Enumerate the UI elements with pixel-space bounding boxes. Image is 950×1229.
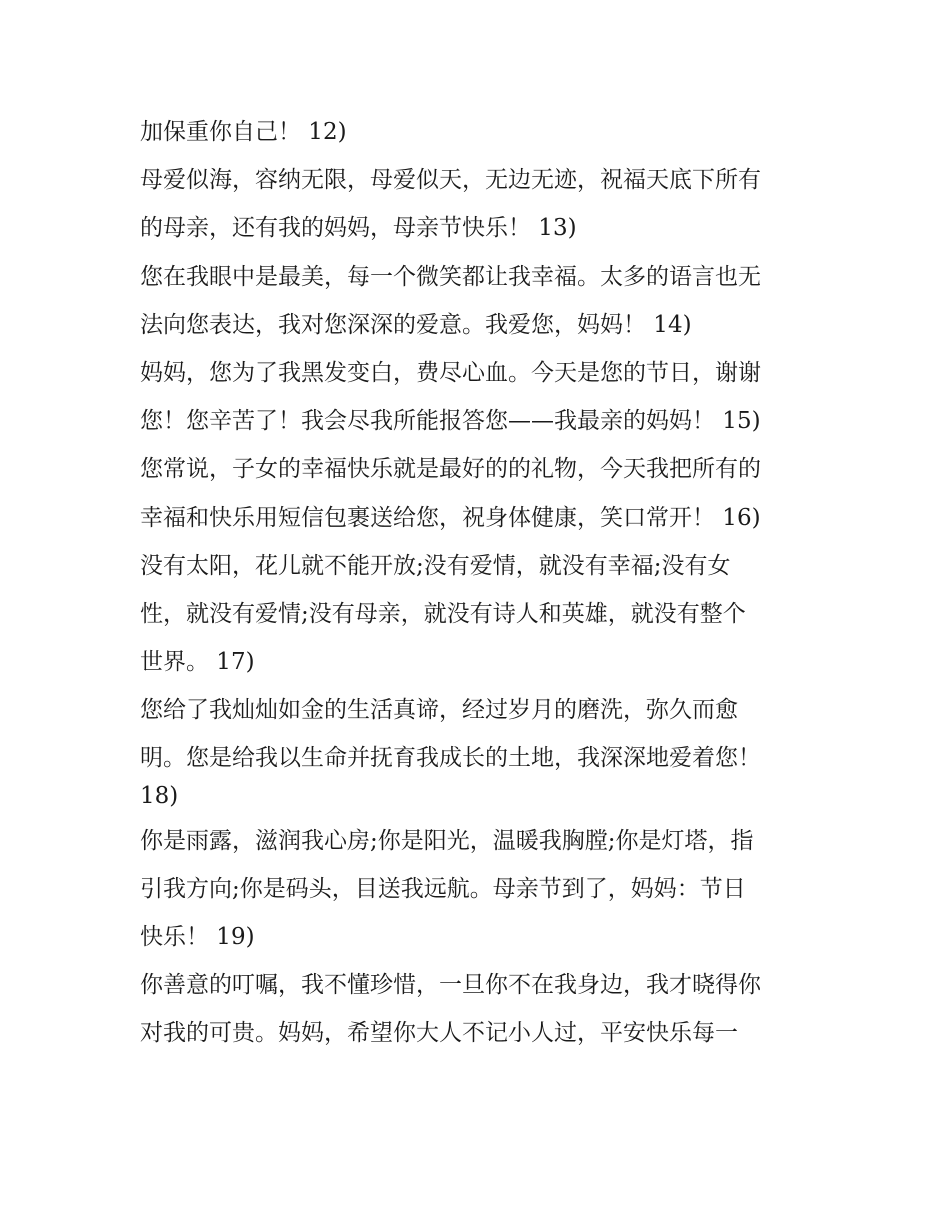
text-line: 您在我眼中是最美，每一个微笑都让我幸福。太多的语言也无 xyxy=(140,263,761,290)
text-line: 你是雨露，滋润我心房;你是阳光，温暖我胸膛;你是灯塔，指 xyxy=(140,827,754,854)
text-line: 您常说，子女的幸福快乐就是最好的的礼物，今天我把所有的 xyxy=(140,456,761,483)
text-line: 18) xyxy=(140,782,179,809)
text-line: 您给了我灿灿如金的生活真谛，经过岁月的磨洗，弥久而愈 xyxy=(140,697,738,724)
body-text xyxy=(140,108,820,1057)
text-line: 世界。 17) xyxy=(140,649,255,676)
text-line: 您！您辛苦了！我会尽我所能报答您——我最亲的妈妈！ 15) xyxy=(140,408,761,435)
text-line: 引我方向;你是码头，目送我远航。母亲节到了，妈妈：节日 xyxy=(140,875,746,902)
text-line: 性，就没有爱情;没有母亲，就没有诗人和英雄，就没有整个 xyxy=(140,600,746,627)
text-line: 幸福和快乐用短信包裹送给您，祝身体健康，笑口常开！ 16) xyxy=(140,504,761,531)
text-line: 加保重你自己！ 12) xyxy=(140,119,347,145)
text-line: 法向您表达，我对您深深的爱意。我爱您，妈妈！ 14) xyxy=(140,311,692,338)
text-line: 明。您是给我以生命并抚育我成长的土地，我深深地爱着您！ xyxy=(140,745,761,772)
text-line: 母爱似海，容纳无限，母爱似天，无边无迹，祝福天底下所有 xyxy=(140,167,761,194)
text-line: 你善意的叮嘱，我不懂珍惜，一旦你不在我身边，我才晓得你 xyxy=(140,972,761,998)
text-line: 的母亲，还有我的妈妈，母亲节快乐！ 13) xyxy=(140,215,577,242)
text-line: 没有太阳，花儿就不能开放;没有爱情，就没有幸福;没有女 xyxy=(140,552,731,579)
text-line: 妈妈，您为了我黑发变白，费尽心血。今天是您的节日，谢谢 xyxy=(140,359,761,386)
text-line: 快乐！ 19) xyxy=(140,923,255,950)
text-line: 对我的可贵。妈妈，希望你大人不记小人过，平安快乐每一 xyxy=(140,1020,738,1047)
